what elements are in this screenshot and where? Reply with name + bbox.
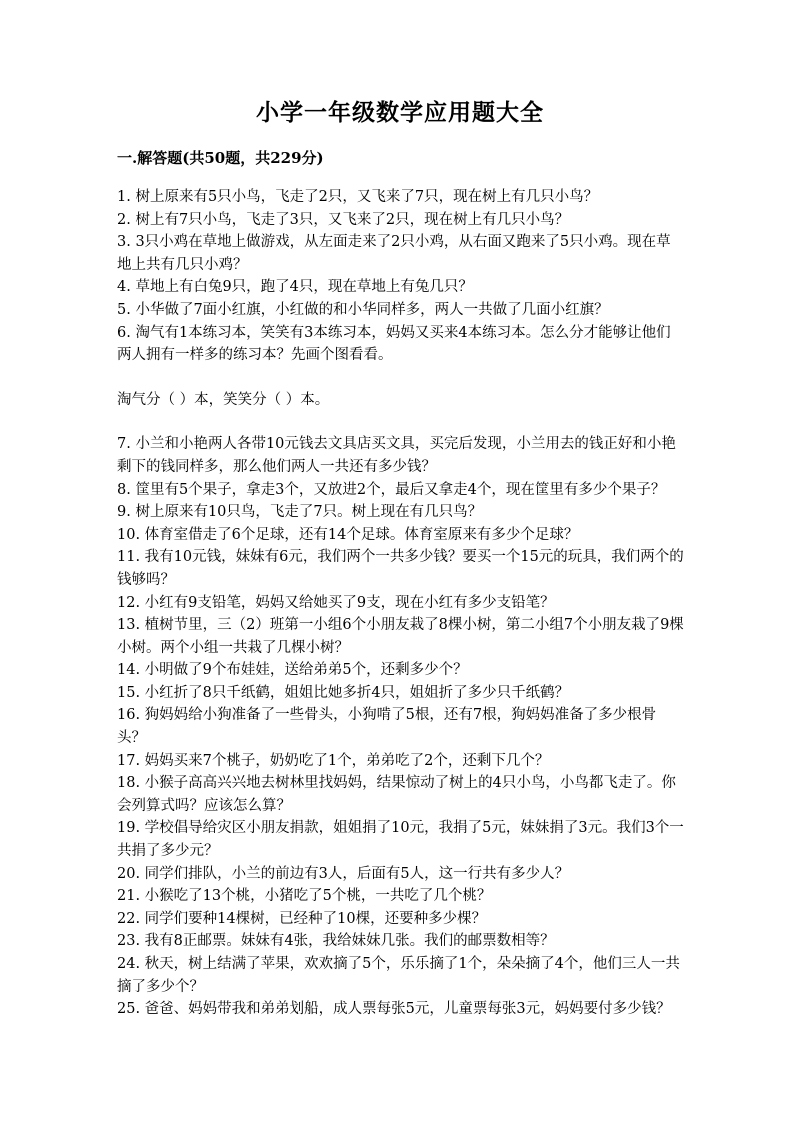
question-item: 12. 小红有9支铅笔，妈妈又给她买了9支，现在小红有多少支铅笔？ (117, 594, 555, 611)
question-item: 4. 草地上有白兔9只，跑了4只，现在草地上有兔几只？ (117, 279, 473, 296)
question-item: 2. 树上有7只小鸟，飞走了3只，又飞来了2只，现在树上有几只小鸟？ (117, 211, 570, 228)
question-item: 5. 小华做了7面小红旗，小红做的和小华同样多，两人一共做了几面小红旗？ (117, 301, 609, 318)
question-item: 20. 同学们排队，小兰的前边有3人，后面有5人，这一行共有多少人？ (117, 865, 570, 882)
question-item: 6. 淘气有1本练习本，笑笑有3本练习本，妈妈又买来4本练习本。怎么分才能够让他们两人拥有一样多的练习本？先画个图看看。 (117, 324, 671, 364)
question-item: 22. 同学们要种14棵树，已经种了10棵，还要种多少棵？ (117, 910, 487, 927)
section-heading: 一.解答题(共50题，共229分) (117, 149, 324, 167)
question-item: 18. 小猴子高高兴兴地去树林里找妈妈，结果惊动了树上的4只小鸟，小鸟都飞走了。你会列算式吗？应该怎么算？ (117, 775, 676, 814)
question-item: 23. 我有8正邮票。妹妹有4张，我给妹妹几张。我们的邮票数相等？ (117, 933, 555, 950)
blank-space (117, 411, 685, 433)
question-item: 14. 小明做了9个布娃娃，送给弟弟5个，还剩多少个？ (117, 662, 468, 679)
question-item: 24. 秋天，树上结满了苹果，欢欢摘了5个，乐乐摘了1个，朵朵摘了4个，他们三人一共摘了多少个？ (117, 956, 680, 995)
question-item: 7. 小兰和小艳两人各带10元钱去文具店买文具，买完后发现，小兰用去的钱正好和小艳剩下的钱同样多，那么他们两人一共还有多少钱？ (117, 436, 676, 475)
question-item: 3. 3只小鸡在草地上做游戏，从左面走来了2只小鸡，从右面又跑来了5只小鸡。现在草地上共有几只小鸡？ (117, 234, 671, 273)
question-item: 10. 体育室借走了6个足球，还有14个足球。体育室原来有多少个足球？ (117, 526, 579, 543)
blank-space (117, 367, 685, 389)
question-item: 19. 学校倡导给灾区小朋友捐款，姐姐捐了10元，我捐了5元，妹妹捐了3元。我们3个一共捐了多少元？ (117, 820, 684, 860)
question-item: 11. 我有10元钱，妹妹有6元，我们两个一共多少钱？要买一个15元的玩具，我们两个的钱够吗？ (117, 549, 684, 588)
question-list (117, 186, 685, 1021)
question-item: 13. 植树节里，三（2）班第一小组6个小朋友栽了8棵小树，第二小组7个小朋友栽了9棵小树。两个小组一共栽了几棵小树？ (117, 617, 684, 656)
question-item: 8. 筐里有5个果子，拿走3个，又放进2个，最后又拿走4个，现在筐里有多少个果子？ (117, 481, 666, 498)
question-item: 17. 妈妈买来7个桃子，奶奶吃了1个，弟弟吃了2个，还剩下几个？ (117, 752, 550, 769)
question-item: 1. 树上原来有5只小鸟，飞走了2只，又飞来了7只，现在树上有几只小鸟？ (117, 189, 599, 205)
question-item: 21. 小猴吃了13个桃，小猪吃了5个桃，一共吃了几个桃？ (117, 888, 492, 905)
fill-in-blank-line: 淘气分（ ）本，笑笑分（ ）本。 (117, 391, 330, 408)
document-title: 小学一年级数学应用题大全 (256, 99, 544, 126)
question-item: 9. 树上原来有10只鸟，飞走了7只。树上现在有几只鸟？ (117, 504, 483, 521)
question-item: 16. 狗妈妈给小狗准备了一些骨头，小狗啃了5根，还有7根，狗妈妈准备了多少根骨头？ (117, 707, 657, 747)
question-item: 15. 小红折了8只千纸鹤，姐姐比她多折4只，姐姐折了多少只千纸鹤？ (117, 684, 570, 701)
question-item: 25. 爸爸、妈妈带我和弟弟划船，成人票每张5元，儿童票每张3元，妈妈要付多少钱？ (117, 1001, 671, 1018)
